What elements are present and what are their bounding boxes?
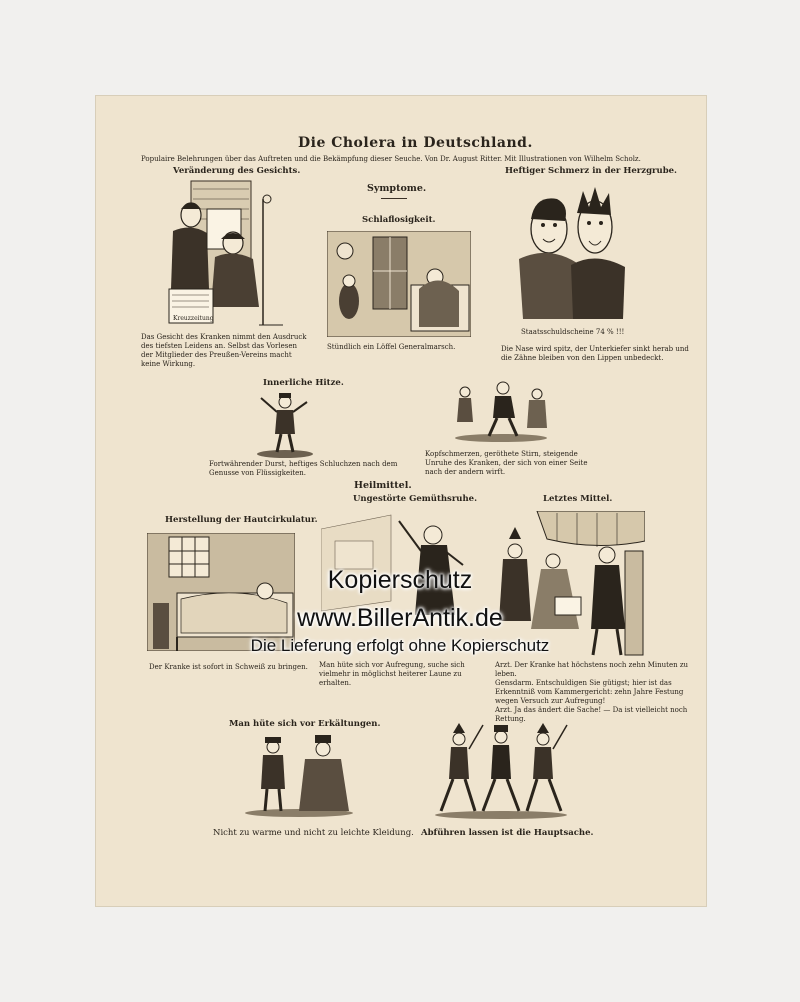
page-title: Die Cholera in Deutschland. bbox=[298, 135, 533, 151]
watermark-url: www.BillerAntik.de bbox=[297, 604, 503, 632]
illustration-kleidung bbox=[243, 735, 355, 817]
print-sheet bbox=[95, 95, 707, 907]
section-symptome: Symptome. bbox=[367, 183, 427, 194]
illustration-soldiers bbox=[431, 723, 571, 819]
section-heilmittel: Heilmittel. bbox=[354, 480, 412, 491]
heading-erkaeltungen: Man hüte sich vor Erkältungen. bbox=[229, 719, 381, 729]
caption-kleidung: Nicht zu warme und nicht zu leichte Kleidung. bbox=[213, 828, 414, 838]
illustration-kopfschmerzen bbox=[451, 378, 551, 442]
heading-hautkultur: Herstellung der Hautcirkulatur. bbox=[165, 515, 318, 525]
heading-gemuethsruhe: Ungestörte Gemüthsruhe. bbox=[353, 494, 478, 504]
caption-kopfschmerzen: Kopfschmerzen, geröthete Stirn, steigende Unruhe des Kranken, der sich von einer Seite nach der andern wirft. bbox=[425, 450, 588, 476]
caption-schweiss: Der Kranke ist sofort in Schweiß zu bringen. bbox=[149, 663, 308, 671]
page-subtitle: Populaire Belehrungen über das Auftreten und die Bekämpfung dieser Seuche. Von Dr. August Ritter. Mit Illustrationen von Wilhelm Scholz. bbox=[141, 155, 641, 163]
heading-schlaflosigkeit: Schlaflosigkeit. bbox=[362, 215, 436, 225]
caption-arzt: Arzt. Der Kranke hat höchstens noch zehn Minuten zu leben. Gensdarm. Entschuldigen Sie gütigst; hier ist das Erkenntniß vom Kammergericht: zehn Jahre Festung wegen Versuch zur Aufregung! Arzt. Ja das ändert die Sache! — Da ist vielleicht noch Rettung. bbox=[495, 661, 689, 723]
watermark-kopierschutz: Kopierschutz bbox=[327, 566, 473, 594]
watermark-notice: Die Lieferung erfolgt ohne Kopierschutz bbox=[250, 636, 550, 655]
caption-staatsschuld: Staatsschuldscheine 74 % !!! bbox=[521, 328, 625, 336]
caption-abfuehren: Abführen lassen ist die Hauptsache. bbox=[421, 828, 594, 838]
illustration-reading bbox=[163, 179, 287, 327]
caption-gesicht: Das Gesicht des Kranken nimmt den Ausdruck des tiefsten Leidens an. Selbst das Vorlesen der Mitglieder des Preußen-Vereins macht keine Wirkung. bbox=[141, 333, 307, 368]
caption-aufregung: Man hüte sich vor Aufregung, suche sich vielmehr in möglichst heiterer Laune zu erhalten. bbox=[319, 661, 465, 687]
illustration-hitze bbox=[255, 390, 315, 458]
heading-veraenderung: Veränderung des Gesichts. bbox=[173, 166, 301, 176]
section-rule bbox=[381, 198, 407, 199]
illustration-faces bbox=[513, 179, 631, 323]
heading-letztes-mittel: Letztes Mittel. bbox=[543, 494, 613, 504]
heading-schmerz: Heftiger Schmerz in der Herzgrube. bbox=[505, 166, 678, 176]
caption-nase: Die Nase wird spitz, der Unterkiefer sinkt herab und die Zähne bleiben von den Lippen unbedeckt. bbox=[501, 345, 689, 362]
illustration-bedroom bbox=[327, 231, 471, 337]
caption-durst: Fortwährender Durst, heftiges Schluchzen nach dem Genusse von Flüssigkeiten. bbox=[209, 460, 398, 477]
newspaper-label: Kreuzzeitung bbox=[173, 315, 214, 322]
heading-hitze: Innerliche Hitze. bbox=[263, 378, 344, 388]
caption-loeffel: Stündlich ein Löffel Generalmarsch. bbox=[327, 343, 456, 351]
